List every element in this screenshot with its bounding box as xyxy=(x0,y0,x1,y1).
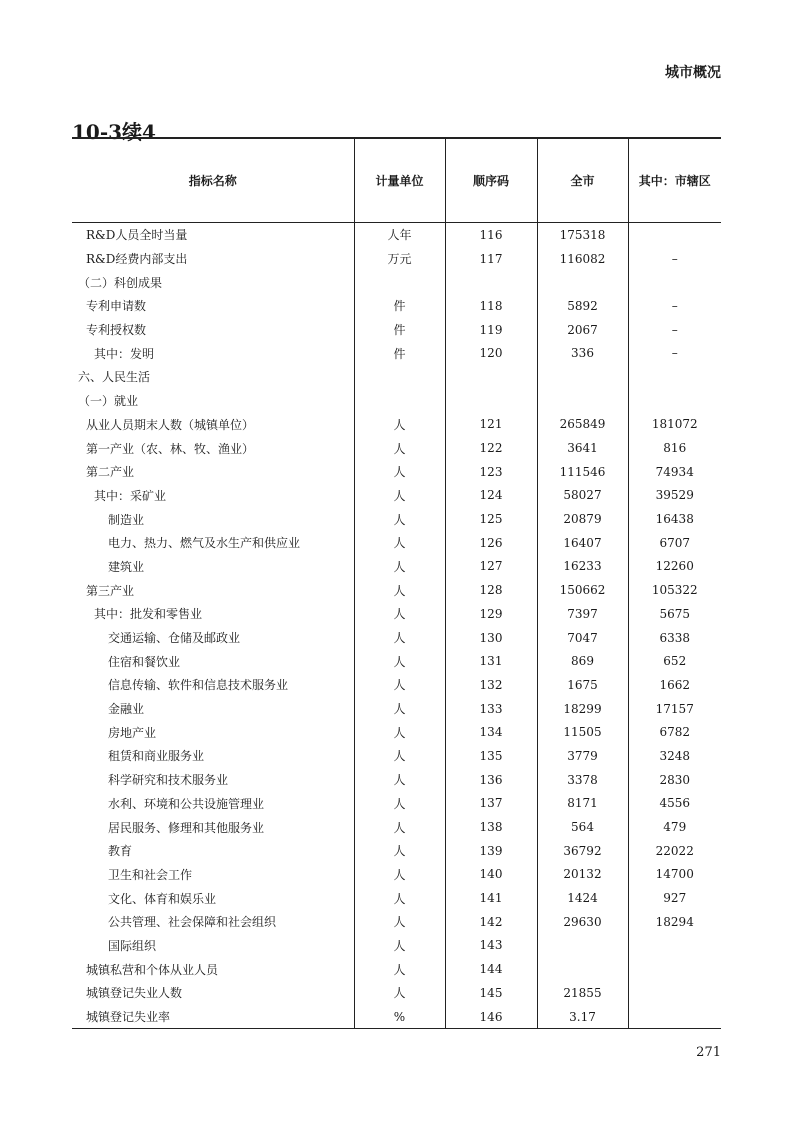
code-cell: 145 xyxy=(445,981,537,1005)
city-value-cell: 116082 xyxy=(537,247,628,271)
code-cell: 123 xyxy=(445,460,537,484)
district-value-cell xyxy=(628,270,721,294)
district-value-cell: 74934 xyxy=(628,460,721,484)
unit-cell: 人 xyxy=(354,578,445,602)
table-row xyxy=(72,270,721,294)
city-value-cell: 20879 xyxy=(537,507,628,531)
code-cell: 143 xyxy=(445,934,537,958)
table-row xyxy=(72,768,721,792)
indicator-name-cell: 其中：采矿业 xyxy=(94,488,167,503)
city-value-cell: 336 xyxy=(537,341,628,365)
city-value-cell: 175318 xyxy=(537,223,628,247)
indicator-name-cell: （二）科创成果 xyxy=(78,275,163,290)
indicator-name-cell: 城镇登记失业率 xyxy=(72,1005,354,1029)
unit-cell: 人 xyxy=(354,626,445,650)
unit-cell: 人 xyxy=(354,697,445,721)
unit-cell: 人 xyxy=(354,460,445,484)
indicator-name-cell: 专利申请数 xyxy=(86,299,147,314)
city-value-cell: 20132 xyxy=(537,863,628,887)
indicator-name-cell: 交通运输、仓储及邮政业 xyxy=(108,631,241,646)
table-title: 10-3续4 xyxy=(72,120,156,144)
unit-cell: 件 xyxy=(354,341,445,365)
code-cell: 131 xyxy=(445,649,537,673)
district-value-cell: 105322 xyxy=(628,578,721,602)
city-value-cell xyxy=(537,957,628,981)
city-value-cell: 16407 xyxy=(537,531,628,555)
city-value-cell: 1675 xyxy=(537,673,628,697)
code-cell: 117 xyxy=(445,247,537,271)
district-value-cell xyxy=(628,957,721,981)
indicator-name-cell: 六、人民生活 xyxy=(78,370,151,385)
code-cell: 138 xyxy=(445,815,537,839)
code-cell: 119 xyxy=(445,318,537,342)
district-value-cell xyxy=(628,981,721,1005)
indicator-name-cell: 城镇登记失业人数 xyxy=(86,986,183,1001)
column-header-unit: 计量单位 xyxy=(354,139,445,223)
code-cell: 128 xyxy=(445,578,537,602)
district-value-cell xyxy=(628,1005,721,1029)
indicator-name-cell: 住宿和餐饮业 xyxy=(108,654,181,669)
indicator-name-cell: R&D经费内部支出 xyxy=(86,252,188,267)
column-header-district: 其中：市辖区 xyxy=(628,139,721,223)
indicator-name-cell: 金融业 xyxy=(108,702,145,717)
city-value-cell: 2067 xyxy=(537,318,628,342)
code-cell: 136 xyxy=(445,768,537,792)
unit-cell: 人 xyxy=(354,602,445,626)
indicator-name-cell: 城镇私营和个体从业人员 xyxy=(86,962,219,977)
table-row xyxy=(72,673,721,697)
unit-cell: 人 xyxy=(354,413,445,437)
unit-cell: 人 xyxy=(354,720,445,744)
code-cell: 116 xyxy=(445,223,537,247)
table-row xyxy=(72,531,721,555)
unit-cell: 人 xyxy=(354,957,445,981)
table-row xyxy=(72,555,721,579)
unit-cell: 件 xyxy=(354,318,445,342)
code-cell: 133 xyxy=(445,697,537,721)
code-cell: 144 xyxy=(445,957,537,981)
code-cell: 129 xyxy=(445,602,537,626)
district-value-cell xyxy=(628,365,721,389)
city-value-cell xyxy=(537,365,628,389)
unit-cell: 人 xyxy=(354,863,445,887)
table-row xyxy=(72,981,721,1005)
district-value-cell: – xyxy=(628,294,721,318)
district-value-cell: 6707 xyxy=(628,531,721,555)
table-row xyxy=(72,484,721,508)
city-value-cell: 1424 xyxy=(537,886,628,910)
page-number: 271 xyxy=(696,1045,721,1060)
column-header-code: 顺序码 xyxy=(445,139,537,223)
code-cell: 120 xyxy=(445,341,537,365)
city-value-cell xyxy=(537,270,628,294)
code-cell: 118 xyxy=(445,294,537,318)
unit-cell: 人 xyxy=(354,555,445,579)
district-value-cell: 6782 xyxy=(628,720,721,744)
table-row xyxy=(72,863,721,887)
district-value-cell xyxy=(628,934,721,958)
district-value-cell: 3248 xyxy=(628,744,721,768)
indicator-name-cell: 电力、热力、燃气及水生产和供应业 xyxy=(108,536,301,551)
code-cell: 146 xyxy=(445,1005,537,1029)
table-row xyxy=(72,507,721,531)
table-row xyxy=(72,602,721,626)
district-value-cell xyxy=(628,223,721,247)
table-row xyxy=(72,294,721,318)
table-header-row xyxy=(72,139,721,223)
unit-cell: 人 xyxy=(354,839,445,863)
table-row xyxy=(72,389,721,413)
indicator-name-cell: 第一产业（农、林、牧、渔业） xyxy=(86,441,255,456)
table-row xyxy=(72,413,721,437)
unit-cell: 人 xyxy=(354,815,445,839)
indicator-name-cell: 卫生和社会工作 xyxy=(108,867,193,882)
table-row xyxy=(72,815,721,839)
indicator-name-cell: 第二产业 xyxy=(86,465,135,480)
district-value-cell: 2830 xyxy=(628,768,721,792)
district-value-cell: 39529 xyxy=(628,484,721,508)
city-value-cell: 3641 xyxy=(537,436,628,460)
table-row xyxy=(72,910,721,934)
code-cell: 125 xyxy=(445,507,537,531)
indicator-name-cell: 公共管理、社会保障和社会组织 xyxy=(108,915,277,930)
unit-cell: 人 xyxy=(354,792,445,816)
district-value-cell: 479 xyxy=(628,815,721,839)
city-value-cell: 8171 xyxy=(537,792,628,816)
table-row xyxy=(72,792,721,816)
city-value-cell: 150662 xyxy=(537,578,628,602)
unit-cell: 万元 xyxy=(354,247,445,271)
code-cell: 122 xyxy=(445,436,537,460)
table-row xyxy=(72,934,721,958)
table-row xyxy=(72,839,721,863)
city-value-cell: 16233 xyxy=(537,555,628,579)
table-body xyxy=(72,223,721,1029)
code-cell xyxy=(445,389,537,413)
indicator-name-cell: 科学研究和技术服务业 xyxy=(108,773,229,788)
unit-cell: 件 xyxy=(354,294,445,318)
table-row xyxy=(72,460,721,484)
unit-cell: 人 xyxy=(354,484,445,508)
unit-cell: 人 xyxy=(354,768,445,792)
code-cell: 126 xyxy=(445,531,537,555)
table-row xyxy=(72,697,721,721)
city-value-cell: 58027 xyxy=(537,484,628,508)
district-value-cell: 181072 xyxy=(628,413,721,437)
city-value-cell: 11505 xyxy=(537,720,628,744)
indicator-name-cell: 国际组织 xyxy=(108,938,157,953)
city-value-cell: 7397 xyxy=(537,602,628,626)
indicator-name-cell: 信息传输、软件和信息技术服务业 xyxy=(108,678,289,693)
code-cell: 141 xyxy=(445,886,537,910)
city-value-cell: 3779 xyxy=(537,744,628,768)
city-value-cell xyxy=(537,389,628,413)
city-value-cell: 18299 xyxy=(537,697,628,721)
city-value-cell: 564 xyxy=(537,815,628,839)
district-value-cell: 1662 xyxy=(628,673,721,697)
table-row xyxy=(72,957,721,981)
unit-cell: 人 xyxy=(354,886,445,910)
column-header-city: 全市 xyxy=(537,139,628,223)
code-cell: 124 xyxy=(445,484,537,508)
unit-cell xyxy=(354,389,445,413)
unit-cell: 人 xyxy=(354,981,445,1005)
table-row xyxy=(72,247,721,271)
unit-cell: % xyxy=(354,1005,445,1029)
district-value-cell: 14700 xyxy=(628,863,721,887)
indicator-name-cell: 其中：批发和零售业 xyxy=(94,607,203,622)
column-header-indicator: 指标名称 xyxy=(72,139,354,223)
city-value-cell: 869 xyxy=(537,649,628,673)
district-value-cell: 22022 xyxy=(628,839,721,863)
indicator-name-cell: 教育 xyxy=(108,844,133,859)
city-value-cell: 3378 xyxy=(537,768,628,792)
indicator-name-cell: 居民服务、修理和其他服务业 xyxy=(108,820,265,835)
unit-cell: 人 xyxy=(354,673,445,697)
indicator-name-cell: 水利、环境和公共设施管理业 xyxy=(108,796,265,811)
table-row xyxy=(72,744,721,768)
city-value-cell: 5892 xyxy=(537,294,628,318)
city-value-cell xyxy=(537,934,628,958)
indicator-name-cell: 第三产业 xyxy=(86,583,135,598)
unit-cell: 人 xyxy=(354,910,445,934)
table-row xyxy=(72,365,721,389)
city-value-cell: 265849 xyxy=(537,413,628,437)
indicator-name-cell: 文化、体育和娱乐业 xyxy=(108,891,217,906)
district-value-cell: 18294 xyxy=(628,910,721,934)
unit-cell: 人 xyxy=(354,436,445,460)
district-value-cell: 927 xyxy=(628,886,721,910)
code-cell: 142 xyxy=(445,910,537,934)
code-cell: 127 xyxy=(445,555,537,579)
unit-cell xyxy=(354,270,445,294)
city-value-cell: 29630 xyxy=(537,910,628,934)
table-row xyxy=(72,578,721,602)
city-value-cell: 21855 xyxy=(537,981,628,1005)
table-row xyxy=(72,720,721,744)
district-value-cell: 6338 xyxy=(628,626,721,650)
indicator-name-cell: 从业人员期末人数（城镇单位） xyxy=(86,417,255,432)
unit-cell xyxy=(354,365,445,389)
table-row xyxy=(72,223,721,247)
table-row xyxy=(72,886,721,910)
table-row xyxy=(72,436,721,460)
table-row xyxy=(72,649,721,673)
district-value-cell: 652 xyxy=(628,649,721,673)
statistics-table xyxy=(72,139,721,1029)
table-row xyxy=(72,626,721,650)
table-row xyxy=(72,1005,721,1029)
code-cell: 135 xyxy=(445,744,537,768)
city-value-cell: 7047 xyxy=(537,626,628,650)
district-value-cell: 816 xyxy=(628,436,721,460)
indicator-name-cell: 其中：发明 xyxy=(94,346,155,361)
table-row xyxy=(72,341,721,365)
indicator-name-cell: 租赁和商业服务业 xyxy=(108,749,205,764)
unit-cell: 人年 xyxy=(354,223,445,247)
district-value-cell: – xyxy=(628,247,721,271)
code-cell: 139 xyxy=(445,839,537,863)
district-value-cell: 12260 xyxy=(628,555,721,579)
table-row xyxy=(72,318,721,342)
running-header: 城市概况 xyxy=(665,65,721,81)
district-value-cell: 5675 xyxy=(628,602,721,626)
code-cell xyxy=(445,365,537,389)
code-cell: 121 xyxy=(445,413,537,437)
district-value-cell: 16438 xyxy=(628,507,721,531)
code-cell xyxy=(445,270,537,294)
unit-cell: 人 xyxy=(354,934,445,958)
unit-cell: 人 xyxy=(354,531,445,555)
unit-cell: 人 xyxy=(354,507,445,531)
indicator-name-cell: 房地产业 xyxy=(108,725,157,740)
district-value-cell: – xyxy=(628,341,721,365)
unit-cell: 人 xyxy=(354,649,445,673)
district-value-cell xyxy=(628,389,721,413)
district-value-cell: 4556 xyxy=(628,792,721,816)
district-value-cell: – xyxy=(628,318,721,342)
district-value-cell: 17157 xyxy=(628,697,721,721)
code-cell: 132 xyxy=(445,673,537,697)
city-value-cell: 36792 xyxy=(537,839,628,863)
city-value-cell: 3.17 xyxy=(537,1005,628,1029)
indicator-name-cell: （一）就业 xyxy=(78,394,139,409)
indicator-name-cell: R&D人员全时当量 xyxy=(86,228,188,243)
code-cell: 140 xyxy=(445,863,537,887)
unit-cell: 人 xyxy=(354,744,445,768)
code-cell: 134 xyxy=(445,720,537,744)
indicator-name-cell: 建筑业 xyxy=(108,559,145,574)
city-value-cell: 111546 xyxy=(537,460,628,484)
code-cell: 137 xyxy=(445,792,537,816)
indicator-name-cell: 专利授权数 xyxy=(86,323,147,338)
indicator-name-cell: 制造业 xyxy=(108,512,145,527)
code-cell: 130 xyxy=(445,626,537,650)
